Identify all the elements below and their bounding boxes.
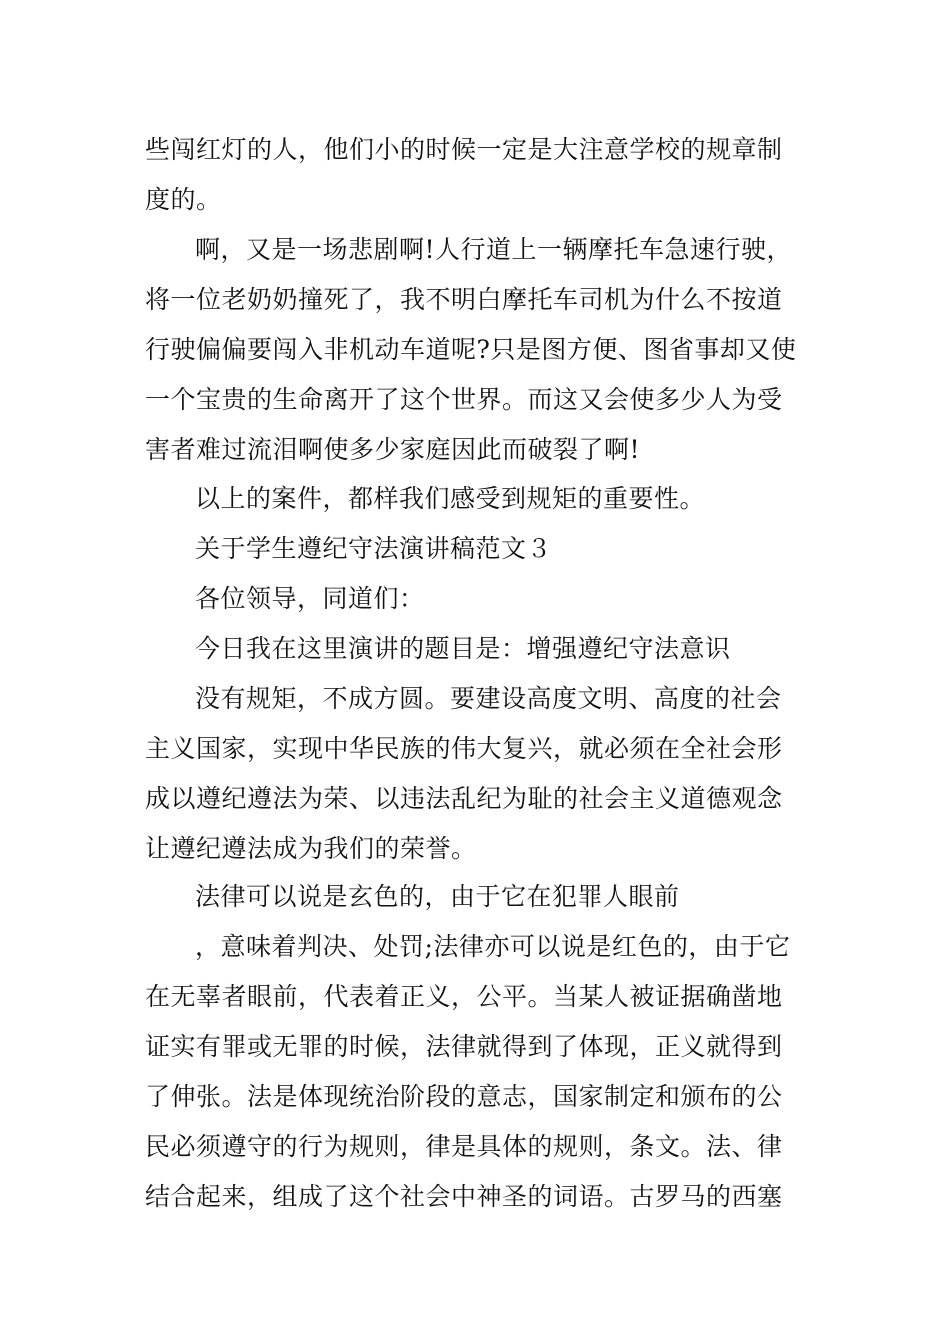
section-title: 关于学生遵纪守法演讲稿范文３ <box>195 534 553 563</box>
text-line: 度的。 <box>145 185 222 214</box>
text-line: 民必须遵守的行为规则，律是具体的规则，条文。法、律 <box>145 1132 783 1161</box>
text-line: ，意味着判决、处罚;法律亦可以说是红色的，由于它 <box>195 932 791 961</box>
text-line: 一个宝贵的生命离开了这个世界。而这又会使多少人为受 <box>145 385 783 414</box>
text-line: 成以遵纪遵法为荣、以违法乱纪为耻的社会主义道德观念 <box>145 784 783 813</box>
text-line: 将一位老奶奶撞死了，我不明白摩托车司机为什么不按道 <box>145 285 783 314</box>
paragraph-start-line: 以上的案件，都样我们感受到规矩的重要性。 <box>195 484 706 513</box>
salutation: 各位领导，同道们： <box>195 584 425 613</box>
text-line: 在无辜者眼前，代表着正义，公平。当某人被证据确凿地 <box>145 982 783 1011</box>
paragraph-start-line: 啊，又是一场悲剧啊!人行道上一辆摩托车急速行驶， <box>195 235 793 264</box>
text-line: 证实有罪或无罪的时候，法律就得到了体现，正义就得到 <box>145 1032 783 1061</box>
text-line: 行驶偏偏要闯入非机动车道呢?只是图方便、图省事却又使 <box>145 335 797 364</box>
text-line: 些闯红灯的人，他们小的时候一定是大注意学校的规章制 <box>145 135 783 164</box>
paragraph-start-line: 没有规矩，不成方圆。要建设高度文明、高度的社会 <box>195 684 782 713</box>
text-line: 了伸张。法是体现统治阶段的意志，国家制定和颁布的公 <box>145 1082 783 1111</box>
paragraph-start-line: 法律可以说是玄色的，由于它在犯罪人眼前 <box>195 882 680 911</box>
text-line: 害者难过流泪啊使多少家庭因此而破裂了啊! <box>145 435 641 464</box>
paragraph-start-line: 今日我在这里演讲的题目是：增强遵纪守法意识 <box>195 634 731 663</box>
text-line: 让遵纪遵法成为我们的荣誉。 <box>145 834 477 863</box>
text-line: 结合起来，组成了这个社会中神圣的词语。古罗马的西塞 <box>145 1182 783 1211</box>
text-line: 主义国家，实现中华民族的伟大复兴，就必须在全社会形 <box>145 734 783 763</box>
